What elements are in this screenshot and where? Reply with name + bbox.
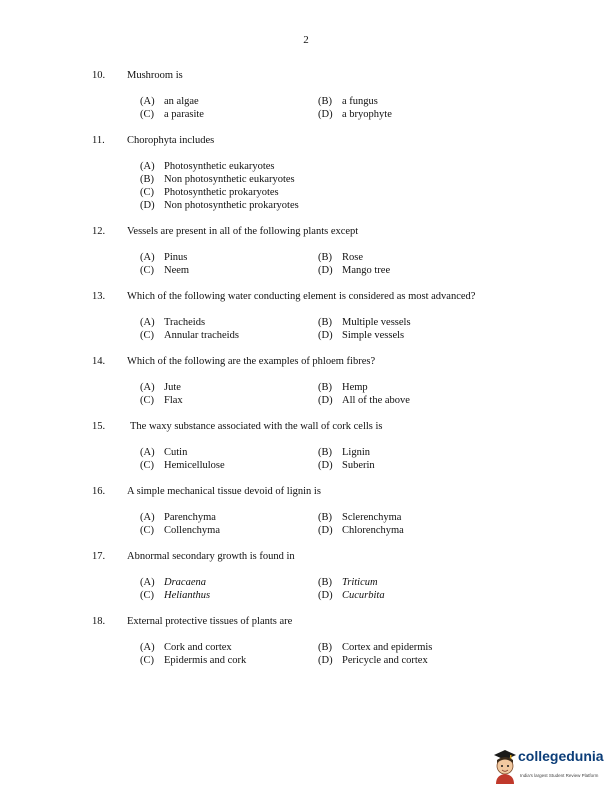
option-label: (C) <box>140 460 154 471</box>
option-d <box>318 329 404 342</box>
logo-text: collegedunia <box>518 748 604 764</box>
option-d <box>318 459 375 472</box>
option-c <box>140 329 239 342</box>
option-b <box>140 173 295 186</box>
question-number: 13. <box>92 291 106 302</box>
option-b <box>318 576 378 589</box>
option-c <box>140 186 279 199</box>
option-label: (A) <box>140 382 155 393</box>
option-b <box>318 511 401 524</box>
option-text: Photosynthetic eukaryotes <box>164 161 275 172</box>
option-label: (B) <box>318 252 332 263</box>
page-number: 2 <box>303 34 309 46</box>
option-text: Parenchyma <box>164 512 216 523</box>
option-d <box>318 589 385 602</box>
option-text: Non photosynthetic eukaryotes <box>164 174 295 185</box>
option-text: Cutin <box>164 447 188 458</box>
option-b <box>318 95 378 108</box>
option-label: (A) <box>140 96 155 107</box>
option-a <box>140 641 232 654</box>
option-label: (A) <box>140 161 155 172</box>
option-text: a fungus <box>342 96 378 107</box>
option-b <box>318 381 368 394</box>
option-label: (B) <box>318 577 332 588</box>
option-text: a parasite <box>164 109 204 120</box>
question-number: 12. <box>92 226 106 237</box>
option-a <box>140 316 205 329</box>
question-text: Abnormal secondary growth is found in <box>127 551 295 562</box>
option-text: Simple vessels <box>342 330 405 341</box>
option-a <box>140 446 187 459</box>
option-b <box>318 316 411 329</box>
option-c <box>140 108 204 121</box>
option-text: Lignin <box>342 447 370 458</box>
option-text: Photosynthetic prokaryotes <box>164 187 279 198</box>
option-label: (C) <box>140 187 154 198</box>
question-text: Vessels are present in all of the following plants except <box>127 226 359 237</box>
question-number: 16. <box>92 486 106 497</box>
option-label: (A) <box>140 252 155 263</box>
option-text: All of the above <box>342 395 410 406</box>
option-label: (D) <box>318 525 333 536</box>
option-a <box>140 95 199 108</box>
option-text: Cork and cortex <box>164 642 232 653</box>
option-text: Cucurbita <box>342 590 385 601</box>
option-text: Hemicellulose <box>164 460 225 471</box>
option-text: Sclerenchyma <box>342 512 402 523</box>
option-c <box>140 459 225 472</box>
option-label: (B) <box>318 642 332 653</box>
question-text: Which of the following water conducting element is considered as most advanced? <box>127 291 476 302</box>
option-label: (B) <box>318 96 332 107</box>
collegedunia-logo <box>492 744 607 788</box>
question-text: External protective tissues of plants are <box>127 616 293 627</box>
option-label: (C) <box>140 590 154 601</box>
question-number: 10. <box>92 70 106 81</box>
option-label: (D) <box>318 395 333 406</box>
option-text: Triticum <box>342 577 378 588</box>
question-text: Which of the following are the examples of phloem fibres? <box>127 356 376 367</box>
option-text: Pinus <box>164 252 188 263</box>
option-label: (A) <box>140 577 155 588</box>
option-text: Helianthus <box>164 590 211 601</box>
question-text: The waxy substance associated with the wall of cork cells is <box>130 421 383 432</box>
option-b <box>318 641 432 654</box>
option-label: (A) <box>140 642 155 653</box>
option-text: a bryophyte <box>342 109 392 120</box>
option-text: Mango tree <box>342 265 391 276</box>
option-d <box>318 654 428 667</box>
option-label: (D) <box>318 590 333 601</box>
option-a <box>140 381 181 394</box>
option-a <box>140 511 216 524</box>
option-text: Neem <box>164 265 190 276</box>
question-number: 17. <box>92 551 106 562</box>
option-label: (B) <box>140 174 154 185</box>
option-label: (C) <box>140 395 154 406</box>
option-label: (C) <box>140 109 154 120</box>
option-text: Rose <box>342 252 363 263</box>
question-number: 18. <box>92 616 106 627</box>
option-label: (D) <box>318 265 333 276</box>
option-text: Suberin <box>342 460 375 471</box>
option-label: (B) <box>318 512 332 523</box>
option-d <box>318 264 390 277</box>
option-text: Hemp <box>342 382 368 393</box>
option-text: Collenchyma <box>164 525 220 536</box>
question-number: 11. <box>92 135 105 146</box>
option-label: (D) <box>318 330 333 341</box>
option-c <box>140 654 246 667</box>
option-label: (D) <box>140 200 155 211</box>
option-text: Flax <box>164 395 183 406</box>
option-label: (A) <box>140 447 155 458</box>
option-text: Tracheids <box>164 317 206 328</box>
option-c <box>140 524 220 537</box>
option-label: (A) <box>140 317 155 328</box>
option-label: (D) <box>318 109 333 120</box>
option-c <box>140 589 210 602</box>
option-text: Non photosynthetic prokaryotes <box>164 200 299 211</box>
option-label: (A) <box>140 512 155 523</box>
option-a <box>140 251 187 264</box>
option-c <box>140 394 183 407</box>
option-label: (C) <box>140 655 154 666</box>
option-d <box>140 199 299 212</box>
option-d <box>318 108 392 121</box>
question-number: 14. <box>92 356 106 367</box>
logo-tagline: India's largest Student Review Platform <box>520 773 599 778</box>
option-b <box>318 446 370 459</box>
option-label: (B) <box>318 382 332 393</box>
option-d <box>318 524 404 537</box>
option-text: Cortex and epidermis <box>342 642 433 653</box>
option-text: Chlorenchyma <box>342 525 404 536</box>
option-text: Dracaena <box>164 577 206 588</box>
option-text: an algae <box>164 96 199 107</box>
question-text: A simple mechanical tissue devoid of lignin is <box>127 486 321 497</box>
option-b <box>318 251 363 264</box>
mascot-icon <box>492 748 518 784</box>
option-a <box>140 576 206 589</box>
option-label: (C) <box>140 265 154 276</box>
option-label: (D) <box>318 460 333 471</box>
option-a <box>140 160 275 173</box>
option-text: Annular tracheids <box>164 330 239 341</box>
question-number: 15. <box>92 421 106 432</box>
option-label: (D) <box>318 655 333 666</box>
option-d <box>318 394 410 407</box>
option-c <box>140 264 189 277</box>
option-label: (B) <box>318 447 332 458</box>
question-text: Chorophyta includes <box>127 135 215 146</box>
option-text: Jute <box>164 382 181 393</box>
option-label: (C) <box>140 525 154 536</box>
option-text: Epidermis and cork <box>164 655 247 666</box>
option-text: Multiple vessels <box>342 317 411 328</box>
question-text: Mushroom is <box>127 70 183 81</box>
option-label: (B) <box>318 317 332 328</box>
option-label: (C) <box>140 330 154 341</box>
option-text: Pericycle and cortex <box>342 655 428 666</box>
